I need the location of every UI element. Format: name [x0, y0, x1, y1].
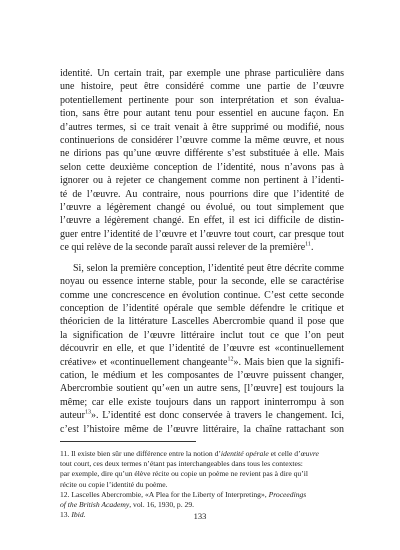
text-run: 13.: [60, 510, 72, 520]
footnote-rule: [60, 441, 196, 442]
text-run: ». L’identité est donc conservée à travers le changement. Ici,: [91, 410, 344, 422]
paragraph-2: [60, 262, 344, 436]
text-run: identité opérale: [220, 449, 269, 458]
text-run: et celle d’: [268, 449, 301, 458]
footnote-11: [60, 449, 344, 459]
text-run: ce qui relève de la seconde paraît aussi relever de la première: [60, 242, 306, 254]
text-run: créative» et «continuellement changeante: [60, 356, 228, 368]
text-line: théoricien de la littérature Lascelles Abercrombie quand il pose que: [60, 316, 344, 328]
text-line: noyau ou essence interne stable, pour la seconde, elle se caractérise: [60, 276, 344, 288]
footnote-12-line: [60, 500, 344, 510]
text-line: Abercrombie soutient qu’«en un autre sens, [l’œuvre] est toujours la: [60, 383, 344, 395]
text-line: continuerions de considérer l’œuvre comme la même œuvre, et nous: [60, 135, 344, 147]
text-line: identité. Un certain trait, par exemple une phrase particulière dans: [60, 68, 344, 79]
paragraph-1: [60, 67, 344, 255]
text-run: , vol. 16, 1930, p. 29.: [129, 500, 195, 510]
text-line: l’œuvre a légèrement changé. En effet, il est ici difficile de distin-: [60, 215, 344, 227]
text-line: [60, 241, 344, 254]
text-line: l’œuvre a légèrement changé ou évolué, ou tout simplement que: [60, 202, 344, 214]
text-line: conception de l’identité opérale que semble défendre le critique et: [60, 302, 344, 314]
text-line: ne dirions pas qu’une œuvre différente s’est substituée à elle. Mais: [60, 148, 344, 160]
text-line: selon cette deuxième conception de l’identité, nous n’avons pas à: [60, 161, 344, 173]
text-line: potentiellement pertinente pour son interprétation et son évalua-: [60, 94, 344, 106]
text-run: of the British Academy: [60, 500, 130, 510]
footnotes: [60, 449, 344, 520]
text-line: même; car elle existe toujours dans un rapport ininterrompu à son: [60, 396, 344, 408]
footnote-ref-11: 11: [305, 241, 311, 248]
text-line: c’est l’histoire même de l’œuvre littéraire, la chaîne rattachant son: [60, 423, 344, 435]
body-text: [60, 67, 344, 436]
footnote-ref-12: 12: [227, 356, 234, 363]
paragraph-gap: [60, 255, 344, 262]
text-line: cation, le médium et les composantes de l’œuvre puissent changer,: [60, 369, 344, 381]
text-line: d’autres termes, si ce trait venait à être supprimé ou modifié, nous: [60, 121, 344, 133]
text-line: ignorer ou à rejeter ce changement comme non pertinent à l’identi-: [60, 175, 344, 187]
text-line: découvrir en elle, et que l’identité de l’œuvre est «continuellement: [60, 343, 344, 355]
text-run: ». Mais bien que la signifi-: [233, 356, 344, 368]
text-run: Proceedings: [268, 489, 307, 499]
page-number: 133: [193, 511, 207, 521]
text-run: 12. Lascelles Abercrombie, «A Plea for the Liberty of Interpreting»,: [60, 489, 269, 499]
footnote-ref-13: 13: [85, 409, 91, 416]
footnote-11-line: par exemple, dire qu’un élève récite ou copie un poème ne revient pas à dire qu’il: [60, 469, 308, 479]
footnote-12: [60, 490, 344, 500]
text-line: guer entre l’identité de l’œuvre et l’œuvre tout court, car presque tout: [60, 228, 344, 240]
footnote-11-line: tout court, ces deux termes n’étant pas interchangeables dans tous les contextes:: [60, 459, 303, 469]
text-line: comme une concrescence en évolution continue. C’est cette seconde: [60, 289, 344, 301]
text-line: [60, 356, 344, 369]
text-run: 11. Il existe bien sûr une différence entre la notion d’: [60, 449, 221, 458]
text-run: auteur: [60, 410, 85, 422]
text-line: [60, 409, 344, 422]
text-line: une histoire, peut être considéré comme une partie de l’œuvre: [60, 81, 344, 93]
footnote-11-line: récite ou copie l’identité du poème.: [60, 479, 168, 489]
text-line: Si, selon la première conception, l’identité peut être décrite comme: [73, 262, 344, 274]
text-run: œuvre: [300, 449, 319, 458]
text-line: té de l’œuvre. Au contraire, nous pourrions dire que l’identité de: [60, 188, 344, 200]
text-run: Ibid.: [71, 510, 86, 520]
text-line: la signification de l’œuvre littéraire inclut tout ce que l’on peut: [60, 329, 344, 341]
text-line: tion, sans être pour autant tenu pour essentiel en aucune façon. En: [60, 108, 344, 120]
text-run: .: [310, 242, 314, 254]
